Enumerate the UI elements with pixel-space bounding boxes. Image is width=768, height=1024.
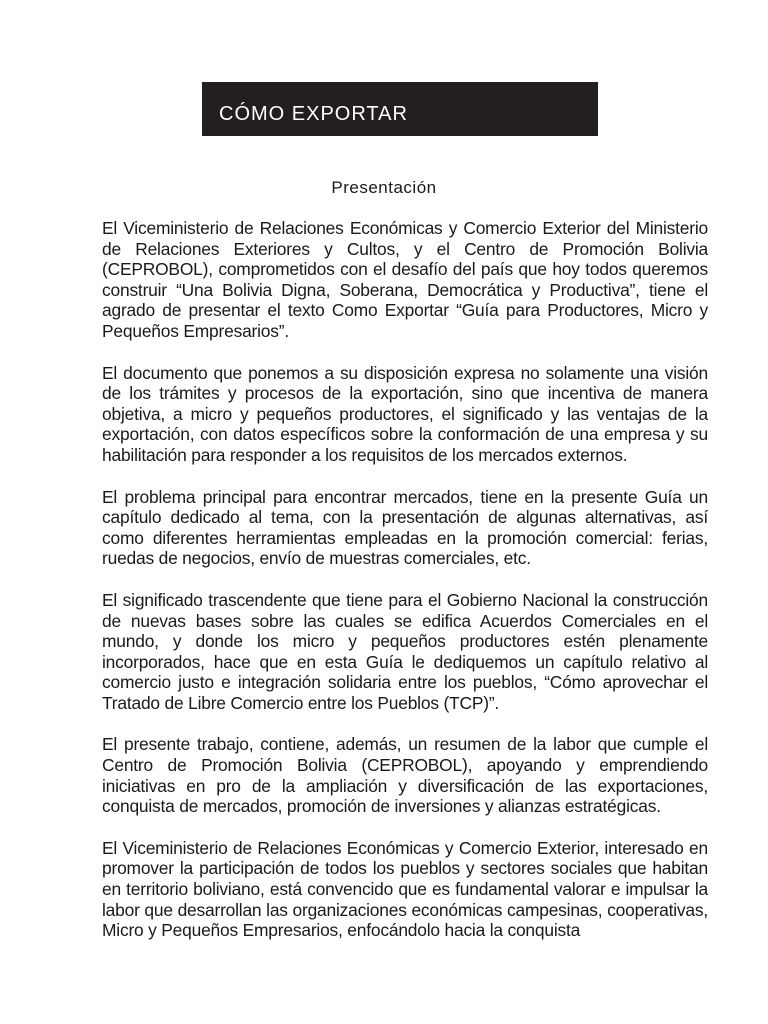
paragraph-fair-trade: El significado trascendente que tiene para el Gobierno Nacional la construcción de nuevas bases sobre las cuales se edifica Acuerdos Comerciales en el mundo, y donde los micro y pequeños productores estén plenamente incorporados, hace que en esta Guía le dediquemos un capítulo relativo al comercio justo e integración solidaria entre los pueblos, “Cómo aprovechar el Tratado de Libre Comercio entre los Pueblos (TCP)”. xyxy=(102,589,708,713)
page-title: CÓMO EXPORTAR xyxy=(219,103,408,125)
paragraph-viceministry: El Viceministerio de Relaciones Económicas y Comercio Exterior, interesado en promover la participación de todos los pueblos y sectores sociales que habitan en territorio boliviano, está convencido que es fundamental valorar e impulsar la labor que desarrollan las organizaciones económicas campesinas, cooperativas, Micro y Pequeños Empresarios, enfocándolo hacia la conquista xyxy=(102,837,708,941)
paragraph-document-purpose: El documento que ponemos a su disposición expresa no solamente una visión de los trámites y procesos de la exportación, sino que incentiva de manera objetiva, a micro y pequeños productores, el significado y las ventajas de la exportación, con datos específicos sobre la conformación de una empresa y su habilitación para responder a los requisitos de los mercados externos. xyxy=(102,362,708,465)
section-subtitle: Presentación xyxy=(331,178,437,197)
paragraph-intro: El Viceministerio de Relaciones Económicas y Comercio Exterior del Ministerio de Relaciones Exteriores y Cultos, y el Centro de Promoción Bolivia (CEPROBOL), comprometidos con el desafío del país que hoy todos queremos construir “Una Bolivia Digna, Soberana, Democrática y Productiva”, tiene el agrado de presentar el texto Como Exportar “Guía para Productores, Micro y Pequeños Empresarios”. xyxy=(102,218,708,341)
document-body xyxy=(102,218,708,962)
paragraph-ceprobol: El presente trabajo, contiene, además, un resumen de la labor que cumple el Centro de Promoción Bolivia (CEPROBOL), apoyando y emprendiendo iniciativas en pro de la ampliación y diversificación de las exportaciones, conquista de mercados, promoción de inversiones y alianzas estratégicas. xyxy=(102,734,708,817)
title-banner xyxy=(202,82,598,136)
paragraph-markets: El problema principal para encontrar mercados, tiene en la presente Guía un capítulo dedicado al tema, con la presentación de algunas alternativas, así como diferentes herramientas empleadas en la promoción comercial: ferias, ruedas de negocios, envío de muestras comerciales, etc. xyxy=(102,486,708,569)
